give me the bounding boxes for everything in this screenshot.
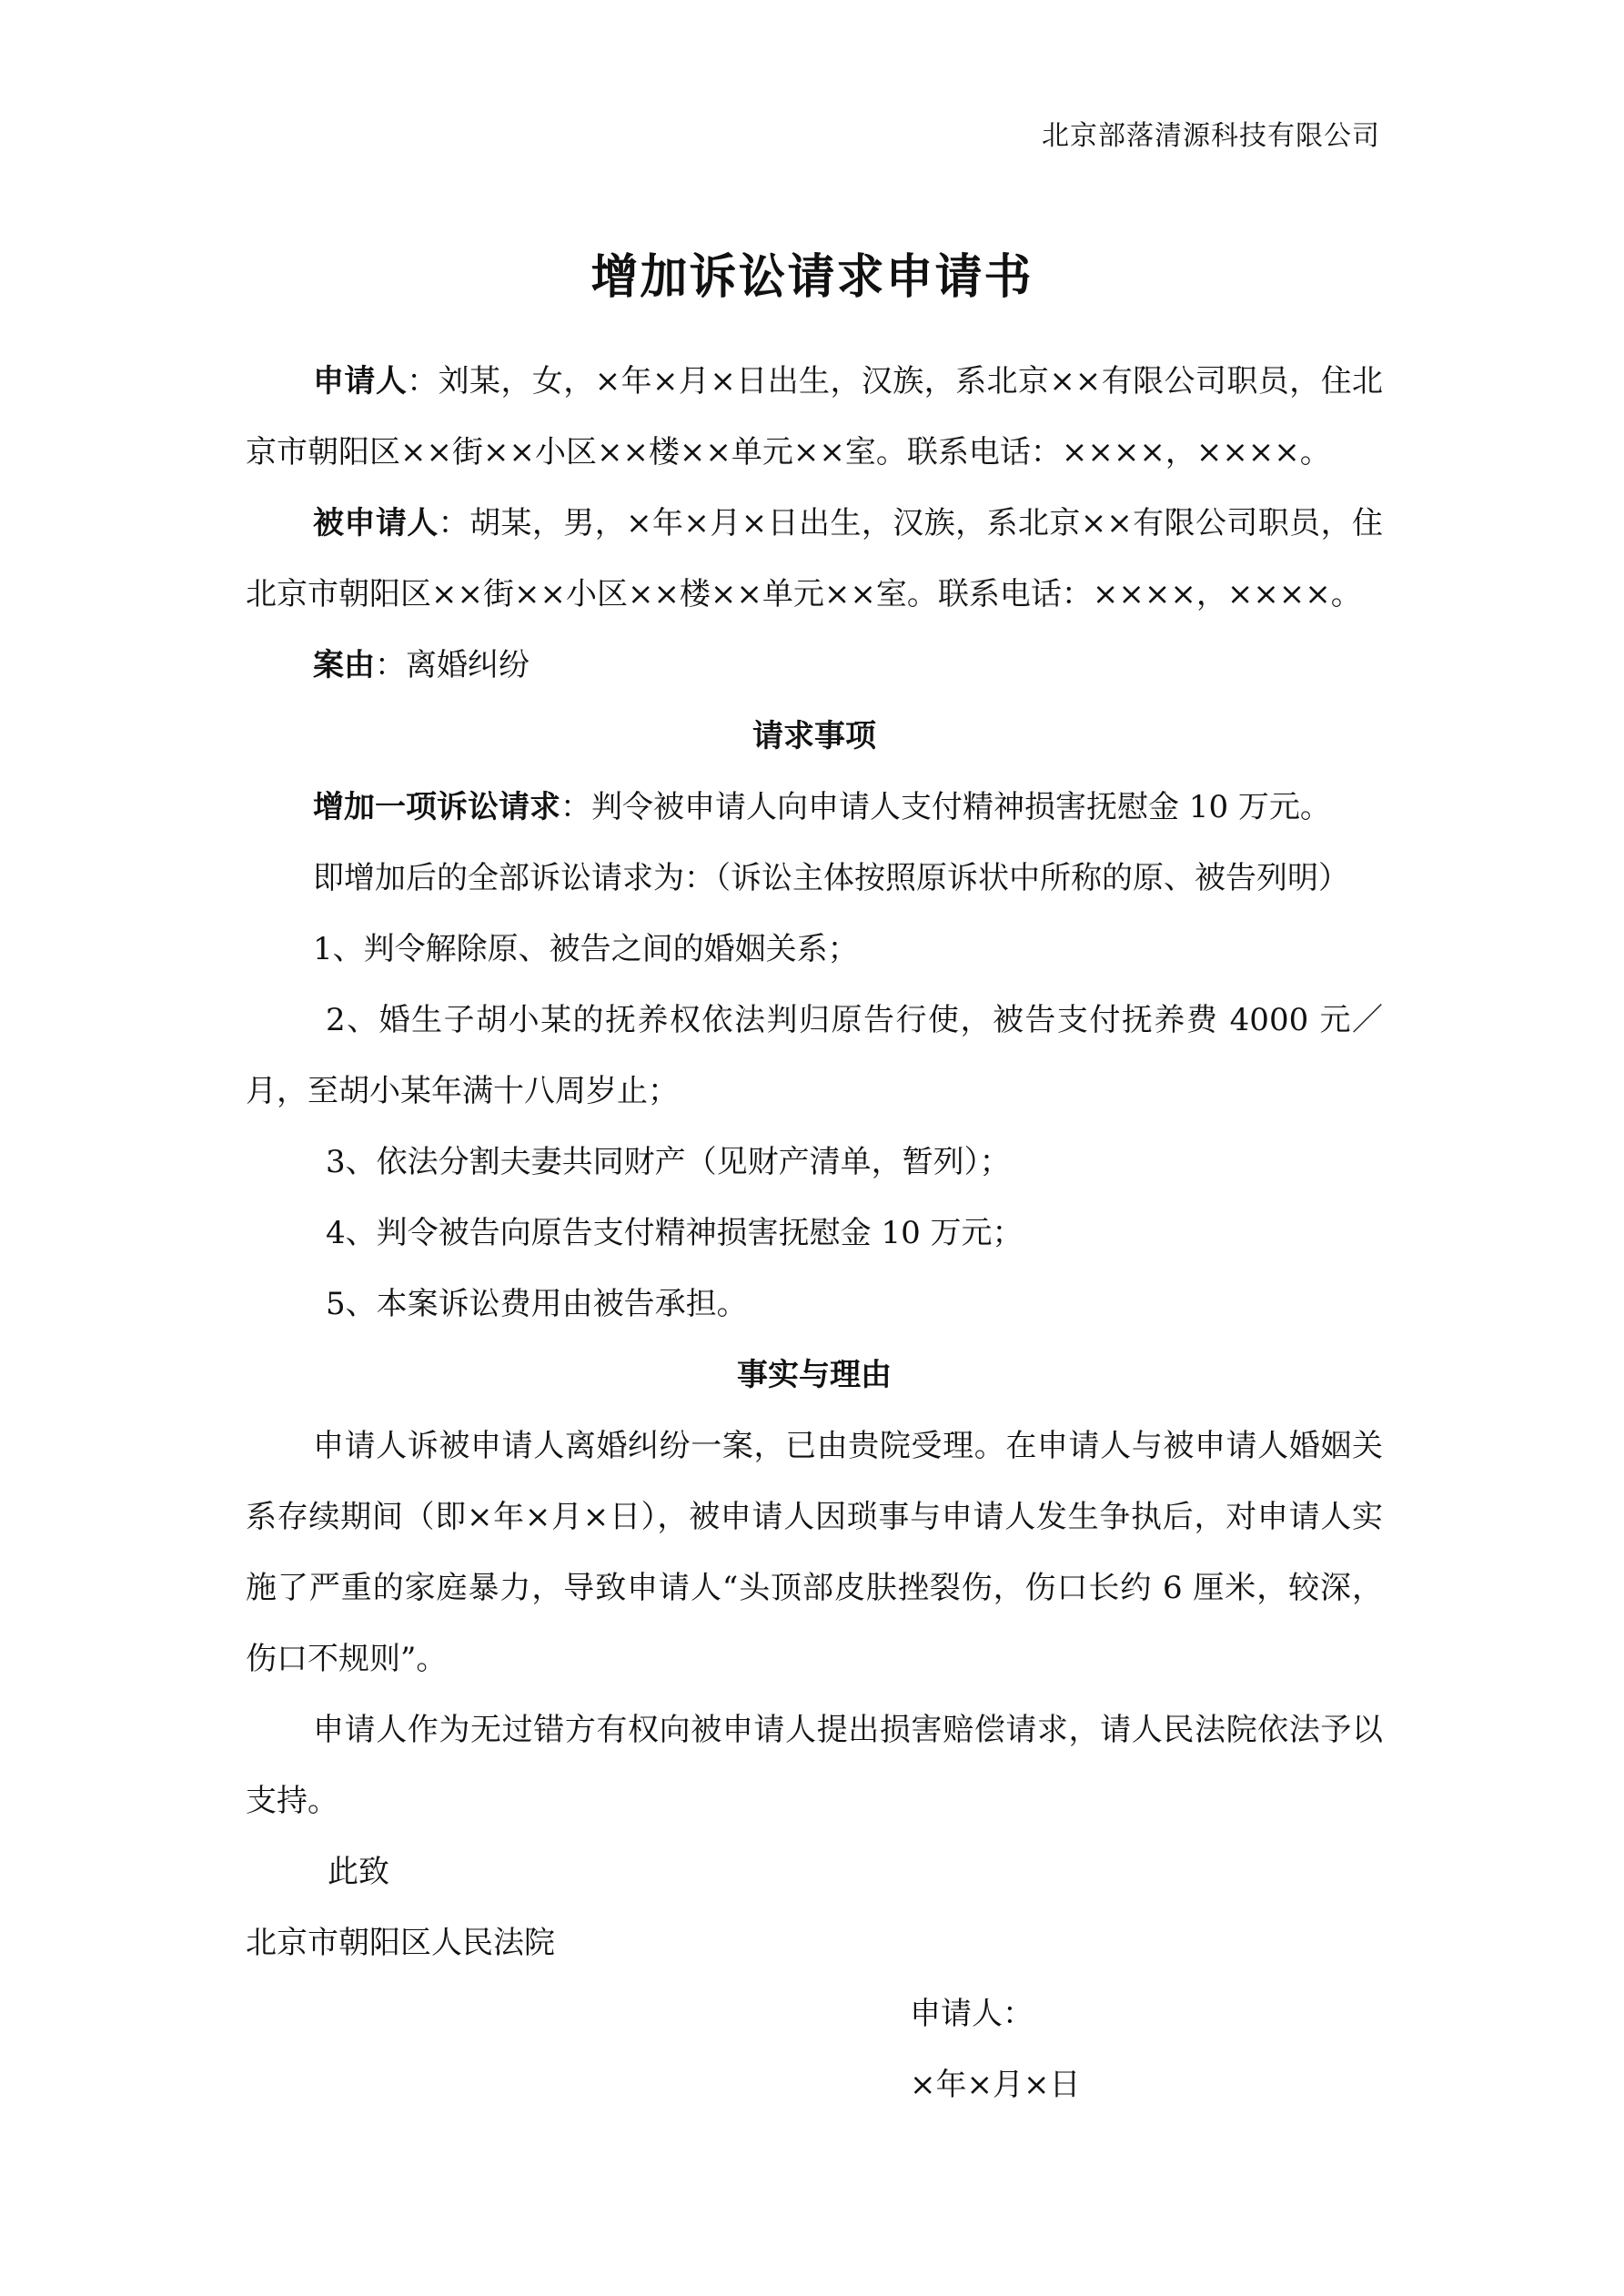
cause-text: ：离婚纠纷 — [375, 647, 530, 683]
claims-intro: 即增加后的全部诉讼请求为：（诉讼主体按照原诉状中所称的原、被告列明） — [313, 860, 1349, 896]
claim-item-3: 3、依法分割夫妻共同财产（见财产清单，暂列）； — [326, 1144, 1011, 1180]
document-body — [246, 346, 1383, 2120]
facts-paragraph-2: 申请人作为无过错方有权向被申请人提出损害赔偿请求，请人民法院依法予以支持。 — [246, 1712, 1383, 1819]
applicant-text: ：刘某，女，×年×月×日出生，汉族，系北京××有限公司职员，住北京市朝阳区××街××小区××楼××单元××室。联系电话：××××，××××。 — [246, 363, 1383, 470]
document-title: 增加诉讼请求申请书 — [590, 250, 1034, 305]
claim-item-5: 5、本案诉讼费用由被告承担。 — [326, 1286, 748, 1322]
respondent-label: 被申请人 — [313, 505, 439, 541]
cause-label: 案由 — [313, 647, 375, 683]
claim-item-1: 1、判令解除原、被告之间的婚姻关系； — [313, 931, 859, 967]
added-claim-text: ：判令被申请人向申请人支付精神损害抚慰金 10 万元。 — [560, 789, 1331, 825]
facts-heading: 事实与理由 — [737, 1357, 892, 1393]
added-claim-paragraph — [246, 772, 1383, 843]
cause-paragraph — [246, 630, 1383, 701]
claims-heading: 请求事项 — [752, 718, 876, 754]
claim-item-4: 4、判令被告向原告支付精神损害抚慰金 10 万元； — [326, 1215, 1024, 1251]
respondent-text: ：胡某，男，×年×月×日出生，汉族，系北京××有限公司职员，住北京市朝阳区××街××小区××楼××单元××室。联系电话：××××，××××。 — [246, 505, 1384, 612]
applicant-paragraph — [246, 346, 1383, 488]
sign-date: ×年×月×日 — [910, 2067, 1081, 2103]
facts-paragraph-1: 申请人诉被申请人离婚纠纷一案，已由贵院受理。在申请人与被申请人婚姻关系存续期间（即×年×月×日），被申请人因琐事与申请人发生争执后，对申请人实施了严重的家庭暴力，导致申请人“头顶部皮肤挫裂伤，伤口长约 6 厘米，较深，伤口不规则”。 — [246, 1428, 1383, 1677]
court-name: 北京市朝阳区人民法院 — [246, 1925, 555, 1961]
claim-item-2: 2、婚生子胡小某的抚养权依法判归原告行使，被告支付抚养费 4000 元／月，至胡小某年满十八周岁止； — [246, 1002, 1383, 1109]
salutation: 此致 — [328, 1854, 389, 1890]
respondent-paragraph — [246, 488, 1383, 630]
header-company: 北京部落清源科技有限公司 — [1042, 120, 1380, 152]
applicant-label: 申请人 — [313, 363, 408, 400]
added-claim-label: 增加一项诉讼请求 — [313, 789, 560, 825]
signer-label: 申请人： — [910, 1996, 1034, 2032]
